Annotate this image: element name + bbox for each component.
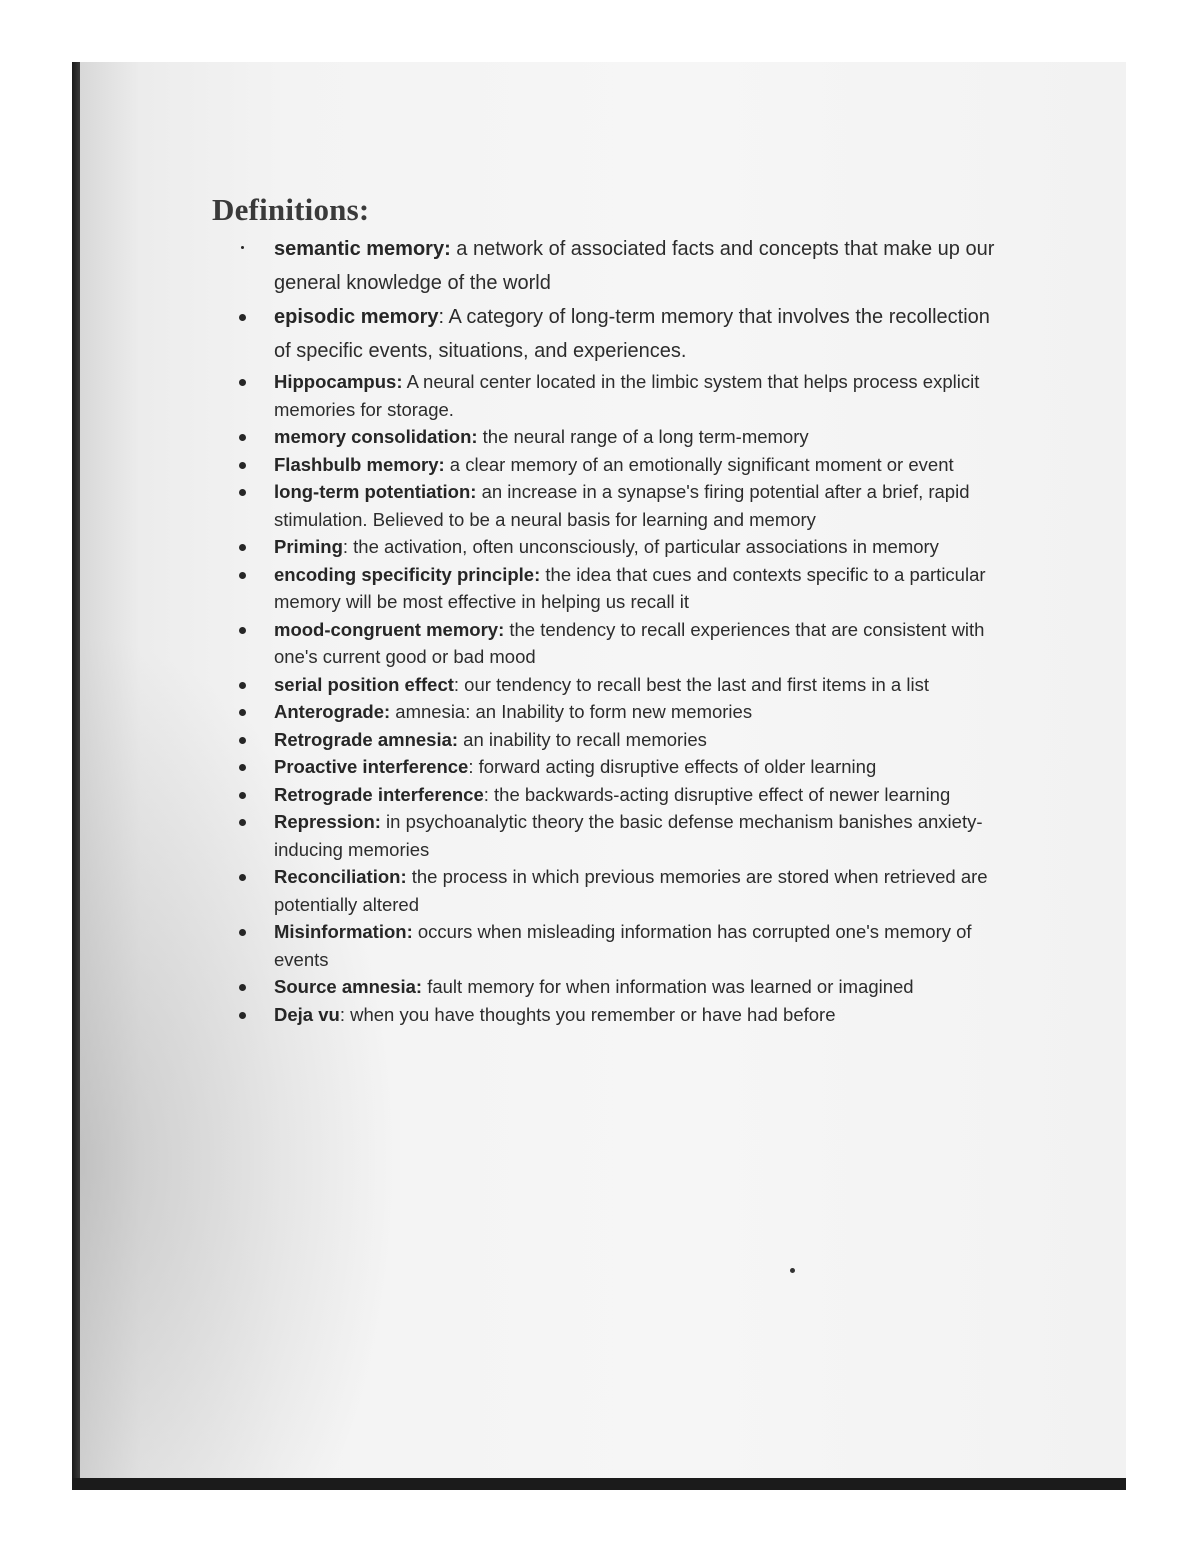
list-item <box>212 561 1012 616</box>
page-title: Definitions: <box>212 192 370 227</box>
bullet-icon <box>239 929 246 936</box>
bullet-icon <box>239 314 246 321</box>
definition-term: Source amnesia: <box>274 976 423 997</box>
list-item <box>212 918 1012 973</box>
definition-text: : forward acting disruptive effects of older learning <box>468 756 877 777</box>
definition-text: the neural range of a long term-memory <box>477 426 809 447</box>
definition-text: : our tendency to recall best the last and first items in a list <box>453 673 929 695</box>
bullet-icon <box>239 709 246 716</box>
list-item <box>212 478 1012 533</box>
page-left-edge-shadow <box>72 62 80 1490</box>
definition-term: memory consolidation: <box>274 426 478 447</box>
list-item <box>212 616 1012 671</box>
definition-term: Repression: <box>274 811 381 832</box>
definition-text: amnesia: an Inability to form new memories <box>390 701 753 722</box>
definition-term: mood-congruent memory: <box>274 618 505 640</box>
definition-term: Retrograde amnesia: <box>274 728 459 750</box>
list-item <box>212 300 1012 368</box>
bullet-icon <box>239 627 246 634</box>
definition-term: Proactive interference <box>274 756 469 777</box>
definition-text: the process in which previous memories are stored when retrieved are potentially altered <box>274 866 988 915</box>
definition-text: A neural center located in the limbic system that helps process explicit memories for storage. <box>274 371 980 420</box>
definition-text: the idea that cues and contexts specific to a particular memory will be most effective in helping us recall it <box>274 563 986 612</box>
definition-text: : A category of long-term memory that involves the recollection of specific events, situations, and experiences. <box>274 306 990 362</box>
definition-term: Reconciliation: <box>274 866 407 887</box>
list-item <box>212 698 1012 726</box>
definitions-section <box>212 192 1012 1028</box>
definition-term: Misinformation: <box>274 921 413 942</box>
bullet-icon <box>239 984 246 991</box>
bullet-icon <box>239 462 246 469</box>
bullet-icon <box>239 544 246 551</box>
definition-term: long-term potentiation: <box>274 481 477 502</box>
bullet-icon <box>239 792 246 799</box>
paper-sheet <box>80 62 1126 1478</box>
list-item <box>212 808 1012 863</box>
definition-term: encoding specificity principle: <box>274 563 541 585</box>
bullet-icon <box>239 489 246 496</box>
definition-text: : the backwards-acting disruptive effect of newer learning <box>483 783 951 805</box>
list-item <box>212 781 1012 809</box>
definition-term: Retrograde interference <box>274 783 484 805</box>
definitions-list <box>212 232 1012 1028</box>
bullet-icon <box>239 819 246 826</box>
list-item <box>212 423 1012 451</box>
definition-term: serial position effect <box>274 673 454 695</box>
list-item <box>212 671 1012 699</box>
bullet-icon <box>239 682 246 689</box>
list-item <box>212 533 1012 561</box>
definition-term: semantic memory: <box>274 238 451 260</box>
list-item <box>212 863 1012 918</box>
definition-text: : when you have thoughts you remember or have had before <box>339 1003 836 1025</box>
definition-term: Hippocampus: <box>274 371 403 392</box>
bullet-icon <box>239 764 246 771</box>
list-item <box>212 753 1012 781</box>
definition-term: Flashbulb memory: <box>274 453 445 475</box>
bullet-icon <box>239 874 246 881</box>
ink-speck <box>790 1268 795 1273</box>
list-item <box>212 368 1012 423</box>
list-item <box>212 973 1012 1001</box>
definition-text: : the activation, often unconsciously, of particular associations in memory <box>342 536 939 557</box>
definition-text: occurs when misleading information has corrupted one's memory of events <box>274 921 972 970</box>
bullet-icon <box>239 434 246 441</box>
definition-text: in psychoanalytic theory the basic defense mechanism banishes anxiety-inducing memories <box>274 811 983 860</box>
definition-term: episodic memory <box>274 306 439 328</box>
definition-text: fault memory for when information was learned or imagined <box>422 976 914 997</box>
definition-text: a network of associated facts and concepts that make up our general knowledge of the world <box>274 238 995 294</box>
definition-term: Deja vu <box>274 1003 340 1025</box>
bullet-icon <box>239 737 246 744</box>
definition-text: an increase in a synapse's firing potential after a brief, rapid stimulation. Believed to be a neural basis for learning and memory <box>274 481 970 530</box>
bullet-icon <box>239 1012 246 1019</box>
definition-term: Priming <box>274 536 343 557</box>
definition-text: an inability to recall memories <box>458 728 707 750</box>
list-item <box>212 232 1012 300</box>
definition-text: a clear memory of an emotionally significant moment or event <box>444 453 954 475</box>
bullet-icon <box>239 379 246 386</box>
list-item <box>212 726 1012 754</box>
definition-text: the tendency to recall experiences that are consistent with one's current good or bad mood <box>274 618 985 667</box>
bullet-icon <box>241 246 244 249</box>
list-item <box>212 1001 1012 1029</box>
page-bottom-edge-shadow <box>72 1478 1126 1490</box>
list-item <box>212 451 1012 479</box>
definition-term: Anterograde: <box>274 701 391 722</box>
bullet-icon <box>239 572 246 579</box>
